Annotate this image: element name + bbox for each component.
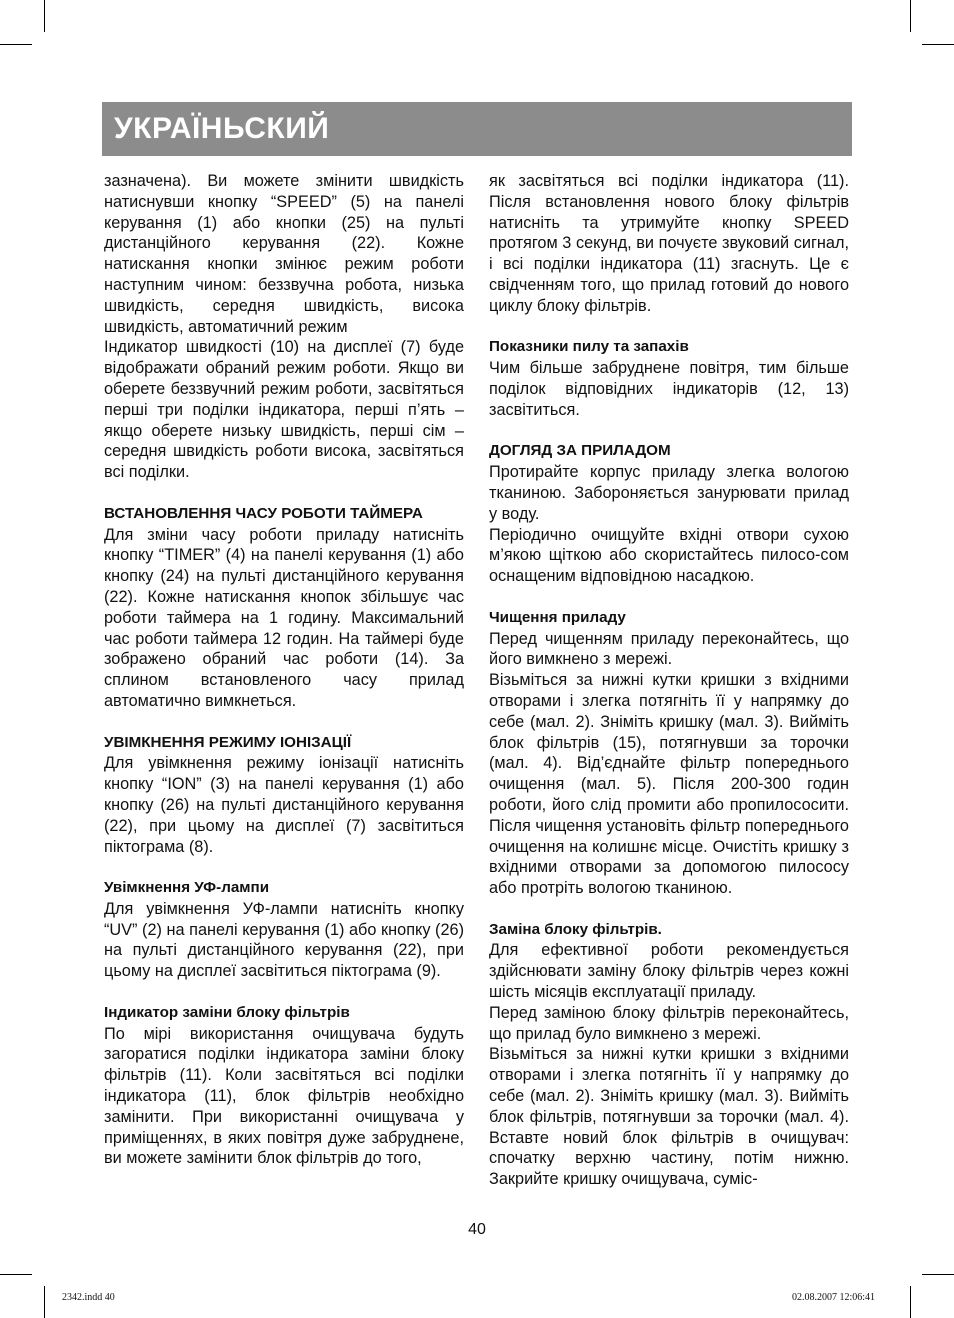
paragraph: Чим більше забруднене повітря, тим більше поділок відповідних індикаторів (12, 13) засвітиться. <box>489 359 849 419</box>
paragraph: Періодично очищуйте вхідні отвори сухою м’якою щіткою або скористайтесь пилосо-сом оснащеним відповідною насадкою. <box>489 525 849 586</box>
section-heading: ВСТАНОВЛЕННЯ ЧАСУ РОБОТИ ТАЙМЕРА <box>104 504 423 522</box>
section-heading: ДОГЛЯД ЗА ПРИЛАДОМ <box>489 442 671 460</box>
crop-mark <box>910 1286 911 1318</box>
paragraph: Для зміни часу роботи приладу натисніть кнопку “TIMER” (4) на панелі керування (1) або кнопку (24) на пульті дистанційного керування (22). Кожне натискання кнопок збільшує час роботи таймера на 1 годину. Максимальний час роботи таймера 12 годин. На таймері буде зображено обраний час роботи (14). За сплином встановленого часу прилад автоматично вимкнеться. <box>104 525 464 710</box>
paragraph: Індикатор швидкості (10) на дисплеї (7) буде відображати обраний режим роботи. Якщо ви оберете беззвучний режим роботи, засвітяться перші три поділки індикатора, перші п’ять – якщо оберете низьку швидкість, перші сім – середня швидкість роботи висока, засвітяться всі поділки. <box>104 338 464 482</box>
crop-mark <box>922 44 954 45</box>
paragraph: Перед заміною блоку фільтрів переконайтесь, що прилад було вимкнено з мережі. <box>489 1003 849 1043</box>
paragraph: По мірі використання очищувача будуть загоратися поділки індикатора заміни блоку фільтрів (11). Коли засвітяться всі поділки індикатора (11), блок фільтрів необхідно замінити. При використанні очищувача у приміщеннях, в яких повітря дуже забруднене, ви можете замінити блок фільтрів до того, <box>104 1024 464 1168</box>
crop-mark <box>910 0 911 32</box>
crop-mark <box>0 44 32 45</box>
paragraph: зазначена). Ви можете змінити швидкість натиснувши кнопку “SPEED” (5) на панелі керування (1) або кнопки (25) на пульті дистанційного керування (22). Кожне натискання кнопки змінює режим роботи наступним чином: беззвучна робота, низька швидкість, середня швидкість, висока швидкість, автоматичний режим <box>104 172 464 336</box>
crop-mark <box>922 1274 954 1275</box>
paragraph: як засвітяться всі поділки індикатора (11). Після встановлення нового блоку фільтрів натисніть та утримуйте кнопку SPEED протягом 3 секунд, ви почуєте звуковий сигнал, і всі поділки індикатора (11) згаснуть. Це є свідченням того, що прилад готовий до нового циклу блоку фільтрів. <box>489 172 849 315</box>
right-column <box>489 171 849 1190</box>
section-heading: Заміна блоку фільтрів. <box>489 920 662 938</box>
left-column <box>104 171 464 1169</box>
print-slug-date: 02.08.2007 12:06:41 <box>792 1292 876 1303</box>
paragraph: Для ефективної роботи рекомендується здійснювати заміну блоку фільтрів через кожні шість місяців експлуатації приладу. <box>489 941 849 1002</box>
crop-mark <box>44 1286 45 1318</box>
section-heading: Індикатор заміни блоку фільтрів <box>104 1003 350 1021</box>
paragraph: Для увімкнення УФ-лампи натисніть кнопку “UV” (2) на панелі керування (1) або кнопку (26) на пульті дистанційного керування (22), при цьому на дисплеї засвітиться піктограма (9). <box>104 899 464 981</box>
paragraph: Візьміться за нижні кутки кришки з вхідними отворами і злегка потягніть її у напрямку до себе (мал. 2). Зніміть кришку (мал. 3). Вийміть блок фільтрів, потягнувши за торочки (мал. 4). Вставте новий блок фільтрів в очищувач: спочатку верхню частину, потім нижню. Закрийте кришку очищувача, суміс- <box>489 1045 849 1189</box>
paragraph: Візьміться за нижні кутки кришки з вхідними отворами і злегка потягніть її у напрямку до себе (мал. 2). Зніміть кришку (мал. 3). Вийміть блок фільтрів (15), потягнувши за торочки (мал. 4). Від’єднайте фільтр попереднього очищення (мал. 5). Після 200-300 годин роботи, його слід промити або пропилососити. Після чищення установіть фільтр попереднього очищення на колишнє місце. Очистіть кришку з вхідними отворами за допомогою пилососу або протріть вологою тканиною. <box>489 671 849 898</box>
paragraph: Для увімкнення режиму іонізації натисніть кнопку “ION” (3) на панелі керування (1) або кнопку (26) на пульті дистанційного керування (22), при цьому на дисплеї (7) засвітиться піктограма (8). <box>104 754 464 856</box>
section-heading: Показники пилу та запахів <box>489 338 689 356</box>
print-slug-file: 2342.indd 40 <box>62 1292 115 1303</box>
section-banner <box>102 102 852 156</box>
section-heading: Увімкнення УФ-лампи <box>104 879 270 897</box>
paragraph: Перед чищенням приладу переконайтесь, що його вимкнено з мережі. <box>489 629 849 669</box>
page-number: 40 <box>468 1221 486 1238</box>
page-title: УКРАЇНЬСКИЙ <box>114 112 330 145</box>
paragraph: Протирайте корпус приладу злегка вологою тканиною. Забороняється занурювати прилад у воду. <box>489 463 849 523</box>
crop-mark <box>44 0 45 32</box>
section-heading: УВІМКНЕННЯ РЕЖИМУ ІОНІЗАЦІЇ <box>104 733 352 751</box>
section-heading: Чищення приладу <box>489 608 626 626</box>
crop-mark <box>0 1274 32 1275</box>
